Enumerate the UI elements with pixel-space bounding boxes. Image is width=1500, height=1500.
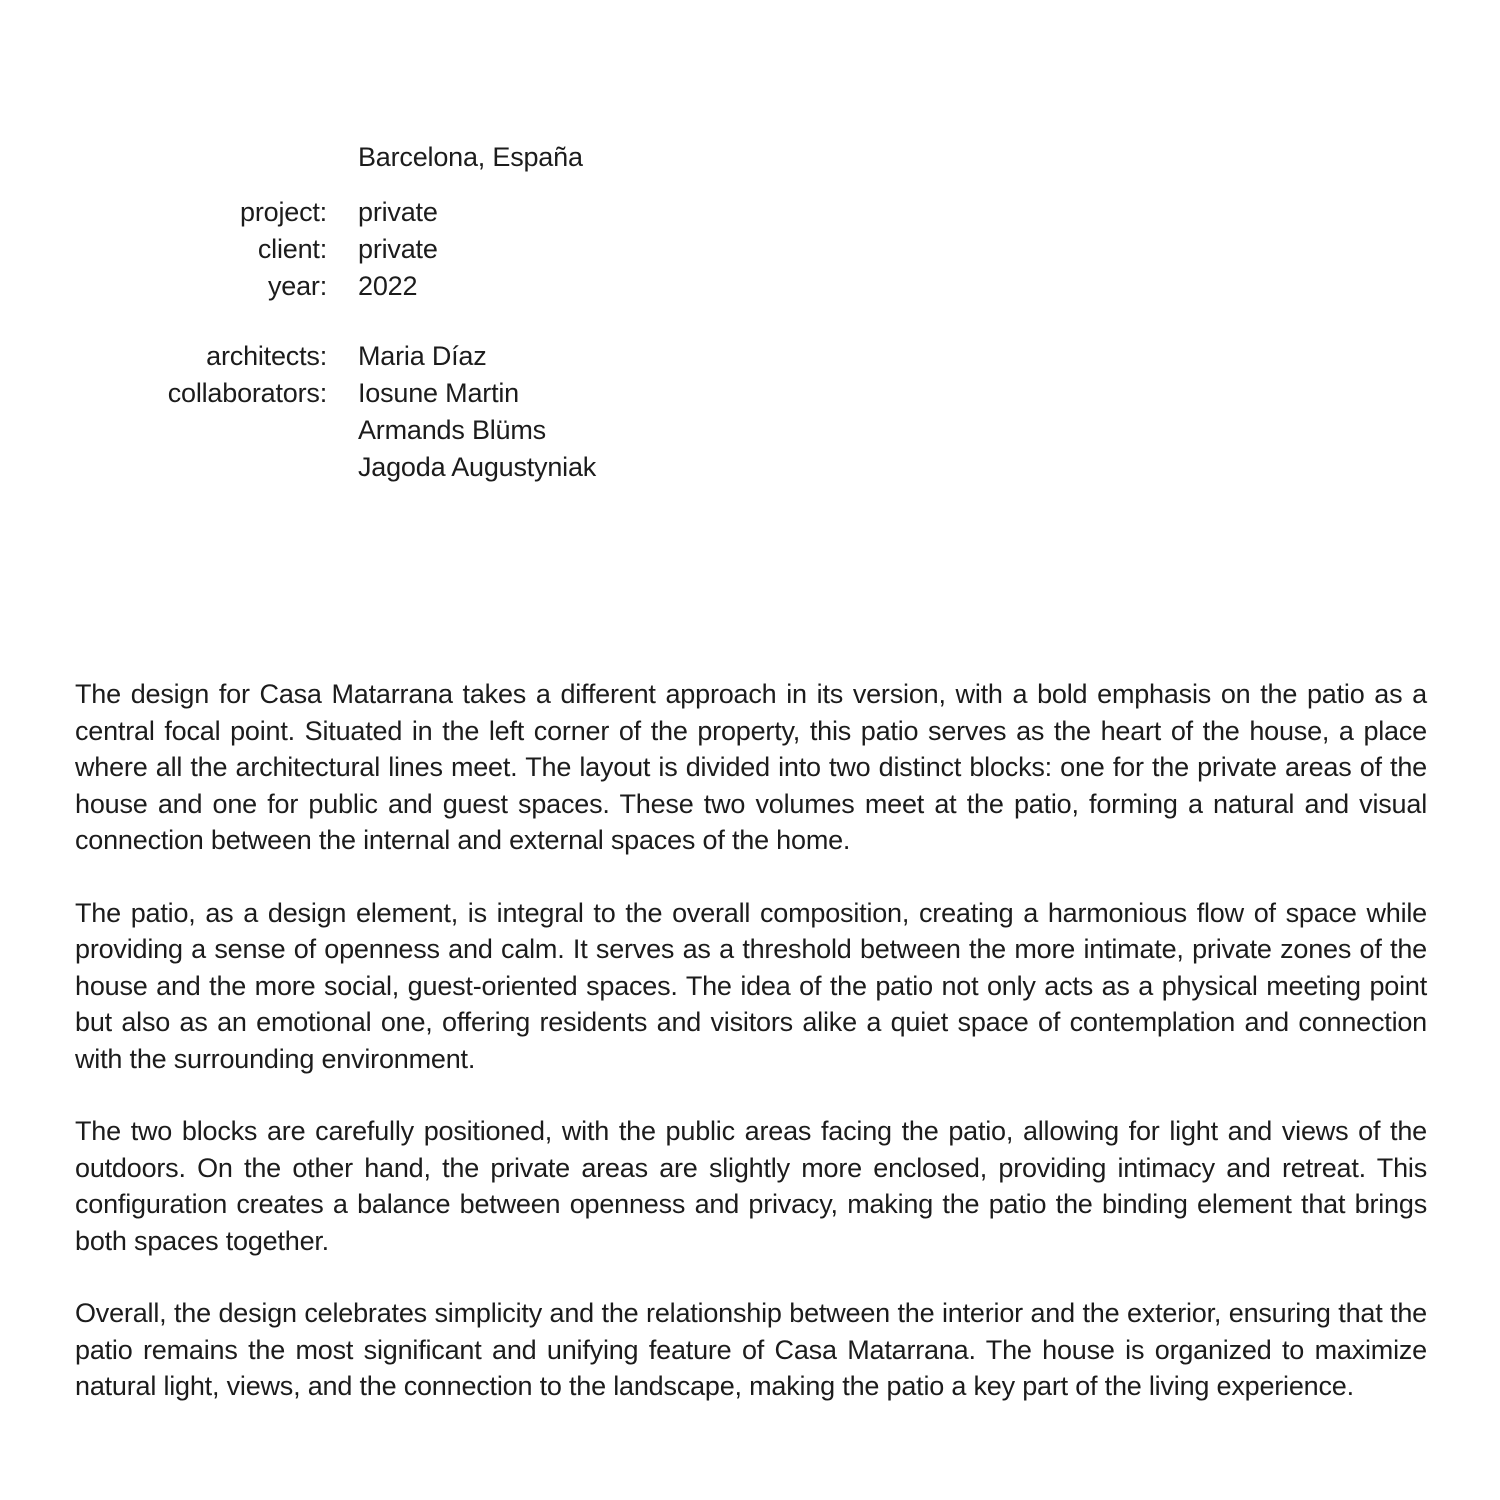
- project-team: [0, 338, 596, 486]
- team-row-architects: [0, 338, 596, 375]
- team-label: architects:: [206, 341, 327, 371]
- team-member: Maria Díaz: [358, 341, 487, 371]
- location-row: [0, 139, 596, 176]
- description-paragraph-4: Overall, the design celebrates simplicity and the relationship between the interior and the exterior, ensuring that the patio remains the most significant and unifying feature of Casa Matarrana. The house is organized to maximize natural light, views, and the connection to the landscape, making the patio a key part of the living experience.: [75, 1298, 1427, 1401]
- detail-row-year: [0, 268, 596, 305]
- project-info: [0, 139, 596, 486]
- detail-label: year:: [267, 271, 327, 301]
- team-member: Iosune Martin: [358, 378, 519, 408]
- team-label: collaborators:: [167, 378, 327, 408]
- detail-row-client: [0, 231, 596, 268]
- description-paragraph-3: The two blocks are carefully positioned, with the public areas facing the patio, allowing for light and views of the outdoors. On the other hand, the private areas are slightly more enclosed, providing intimacy and retreat. This configuration creates a balance between openness and privacy, making the patio the binding element that brings both spaces together.: [75, 1116, 1427, 1256]
- team-row-collaborators: [0, 375, 596, 412]
- detail-value: private: [358, 234, 438, 264]
- description-paragraph-1: The design for Casa Matarrana takes a different approach in its version, with a bold emphasis on the patio as a central focal point. Situated in the left corner of the property, this patio serves as the heart of the house, a place where all the architectural lines meet. The layout is divided into two distinct blocks: one for the private areas of the house and one for public and guest spaces. These two volumes meet at the patio, forming a natural and visual connection between the internal and external spaces of the home.: [75, 679, 1427, 855]
- team-member: Jagoda Augustyniak: [358, 452, 597, 482]
- team-row-collaborator-2: [0, 412, 596, 449]
- detail-row-project: [0, 194, 596, 231]
- team-member: Armands Blüms: [358, 415, 546, 445]
- project-location: Barcelona, España: [358, 142, 583, 172]
- detail-label: client:: [257, 234, 327, 264]
- project-description: [75, 676, 1427, 1405]
- detail-value: 2022: [358, 271, 418, 301]
- detail-label: project:: [240, 197, 327, 227]
- team-label: [0, 449, 327, 486]
- project-details: [0, 194, 596, 305]
- team-label: [0, 412, 327, 449]
- team-row-collaborator-3: [0, 449, 596, 486]
- description-paragraph-2: The patio, as a design element, is integral to the overall composition, creating a harmonious flow of space while providing a sense of openness and calm. It serves as a threshold between the more intimate, private zones of the house and the more social, guest-oriented spaces. The idea of the patio not only acts as a physical meeting point but also as an emotional one, offering residents and visitors alike a quiet space of contemplation and connection with the surrounding environment.: [75, 897, 1427, 1074]
- location-label-spacer: [0, 139, 327, 176]
- detail-value: private: [358, 197, 438, 227]
